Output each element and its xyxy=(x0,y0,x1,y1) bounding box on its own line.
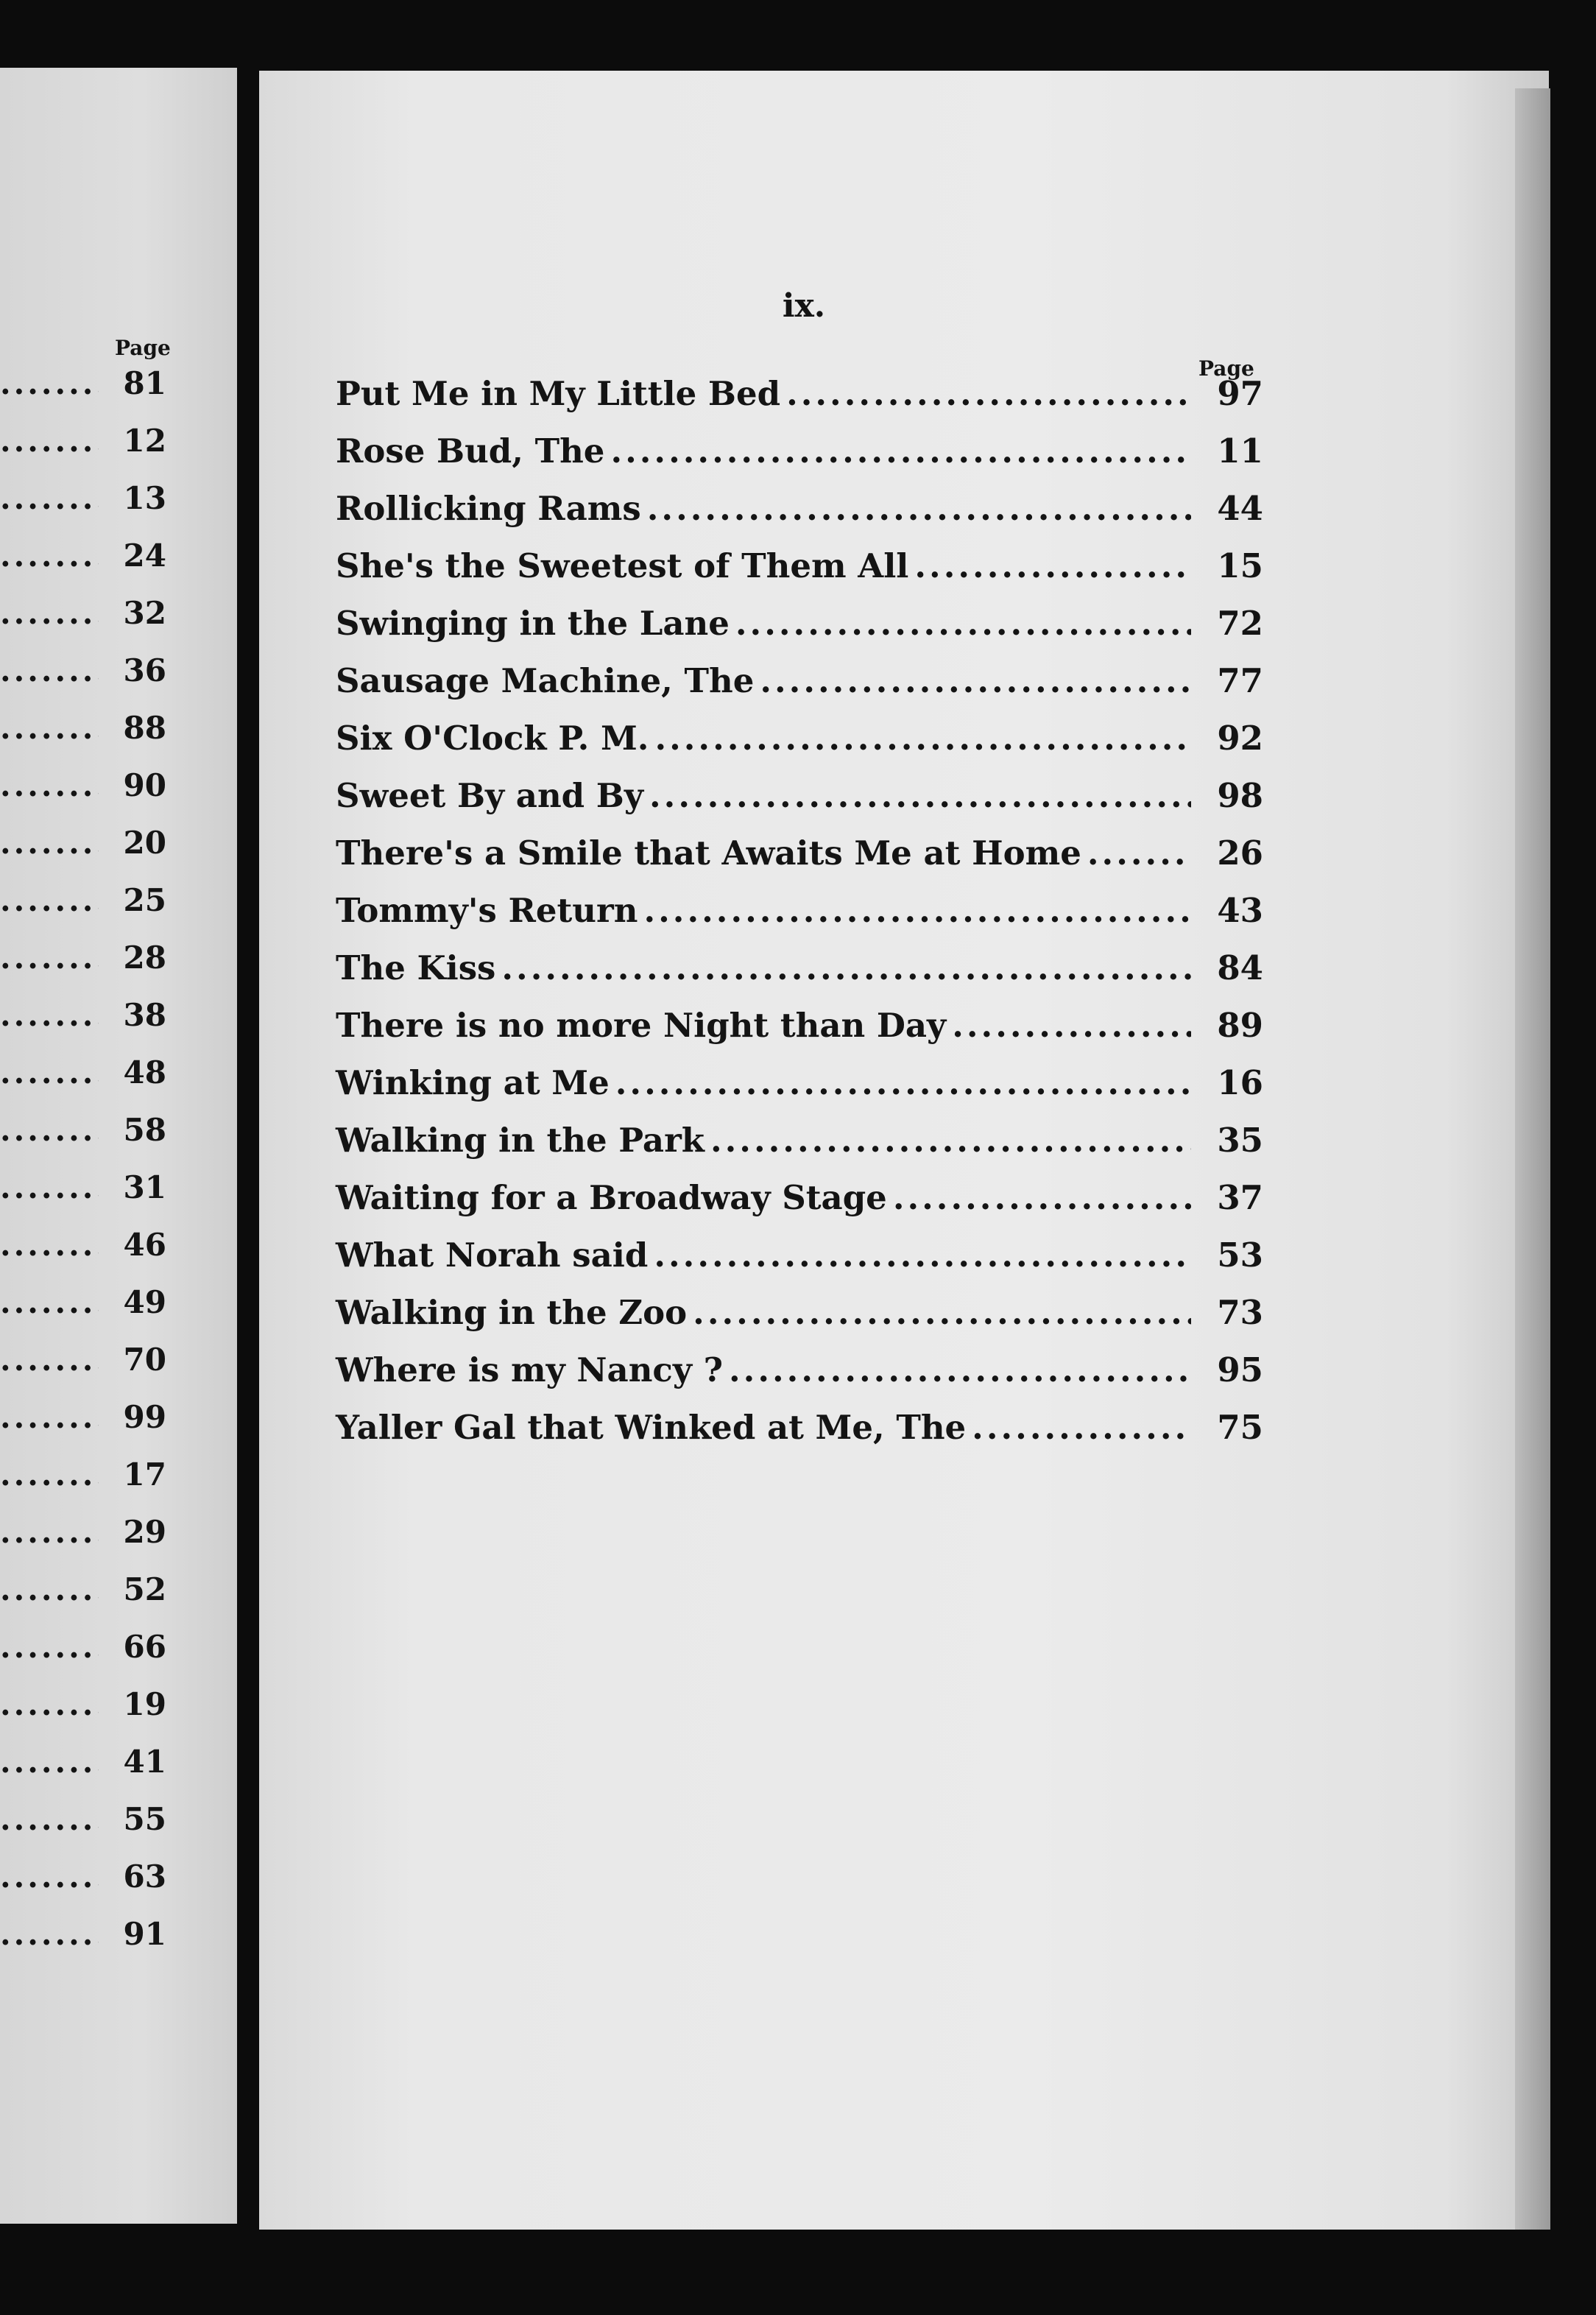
entry-page: 53 xyxy=(1217,1236,1263,1275)
dot-leader xyxy=(0,1054,99,1090)
facing-entry xyxy=(0,365,166,423)
dot-leader xyxy=(0,1686,99,1722)
facing-entry-page: 13 xyxy=(123,480,166,516)
index-entry xyxy=(336,1121,1263,1178)
dot-leader xyxy=(0,1342,99,1378)
index-entry xyxy=(336,1236,1263,1293)
facing-entry-page: 58 xyxy=(123,1112,166,1148)
entry-title: Sweet By and By xyxy=(336,776,643,815)
facing-entry-page: 52 xyxy=(123,1571,166,1607)
dot-leader xyxy=(615,1063,1191,1102)
dot-leader xyxy=(0,1456,99,1493)
facing-entry xyxy=(0,882,166,940)
index-entry xyxy=(336,834,1263,891)
facing-entry xyxy=(0,595,166,652)
facing-entry xyxy=(0,1054,166,1112)
entry-title: The Kiss xyxy=(336,948,496,987)
index-entry xyxy=(336,948,1263,1006)
entry-title: Rollicking Rams xyxy=(336,489,641,528)
dot-leader xyxy=(649,776,1191,815)
facing-entry-page: 20 xyxy=(123,825,166,861)
dot-leader xyxy=(0,882,99,918)
facing-entry-page: 29 xyxy=(123,1514,166,1550)
dot-leader xyxy=(0,1801,99,1837)
entry-title: There is no more Night than Day xyxy=(336,1006,947,1045)
entry-page: 95 xyxy=(1217,1350,1263,1389)
dot-leader xyxy=(0,710,99,746)
dot-leader xyxy=(501,948,1191,987)
facing-entry-page: 55 xyxy=(123,1801,166,1837)
dot-leader xyxy=(0,1399,99,1435)
entry-title: Walking in the Park xyxy=(336,1121,705,1160)
facing-entry-page: 70 xyxy=(123,1342,166,1378)
dot-leader xyxy=(0,1916,99,1952)
dot-leader xyxy=(786,374,1191,413)
facing-entry xyxy=(0,1456,166,1514)
entry-page: 15 xyxy=(1217,546,1263,585)
facing-entry xyxy=(0,480,166,538)
entry-page: 37 xyxy=(1217,1178,1263,1217)
facing-entry xyxy=(0,1686,166,1744)
dot-leader xyxy=(952,1006,1191,1045)
facing-entry xyxy=(0,1629,166,1686)
dot-leader xyxy=(654,1236,1191,1275)
facing-entry-page: 28 xyxy=(123,940,166,976)
entry-page: 84 xyxy=(1217,948,1263,987)
facing-entry xyxy=(0,1112,166,1169)
index-entry xyxy=(336,1350,1263,1408)
index-entry xyxy=(336,1408,1263,1465)
dot-leader xyxy=(643,891,1191,930)
facing-entry-page: 90 xyxy=(123,767,166,803)
entry-title: There's a Smile that Awaits Me at Home xyxy=(336,834,1081,873)
facing-entry xyxy=(0,538,166,595)
entry-page: 44 xyxy=(1217,489,1263,528)
facing-entry xyxy=(0,825,166,882)
page-number: ix. xyxy=(782,287,826,325)
dot-leader xyxy=(914,546,1191,585)
facing-entry xyxy=(0,1169,166,1227)
facing-entry-page: 31 xyxy=(123,1169,166,1205)
facing-entry-page: 38 xyxy=(123,997,166,1033)
facing-entry-page: 19 xyxy=(123,1686,166,1722)
entry-title: Tommy's Return xyxy=(336,891,638,930)
entry-title: Swinging in the Lane xyxy=(336,604,730,643)
facing-entry xyxy=(0,997,166,1054)
facing-entry xyxy=(0,1916,166,1973)
dot-leader xyxy=(735,604,1191,643)
index-entry xyxy=(336,489,1263,546)
entry-page: 43 xyxy=(1217,891,1263,930)
facing-entry-page: 17 xyxy=(123,1456,166,1493)
index-entry xyxy=(336,604,1263,661)
facing-entry-page: 46 xyxy=(123,1227,166,1263)
facing-entry-page: 12 xyxy=(123,423,166,459)
dot-leader xyxy=(0,997,99,1033)
entry-title: Six O'Clock P. M. xyxy=(336,719,649,758)
facing-entry-page: 49 xyxy=(123,1284,166,1320)
facing-page-numbers xyxy=(0,365,166,1973)
facing-entry-page: 91 xyxy=(123,1916,166,1952)
facing-entry-page: 66 xyxy=(123,1629,166,1665)
facing-entry xyxy=(0,423,166,480)
facing-entry-page: 81 xyxy=(123,365,166,401)
entry-page: 72 xyxy=(1217,604,1263,643)
facing-entry xyxy=(0,1284,166,1342)
dot-leader xyxy=(1087,834,1191,873)
entry-title: Walking in the Zoo xyxy=(336,1293,688,1332)
facing-entry-page: 41 xyxy=(123,1744,166,1780)
entry-title: Sausage Machine, The xyxy=(336,661,755,700)
facing-entry xyxy=(0,1801,166,1858)
dot-leader xyxy=(0,1227,99,1263)
index-entry xyxy=(336,661,1263,719)
dot-leader xyxy=(0,1629,99,1665)
facing-entry-page: 88 xyxy=(123,710,166,746)
dot-leader xyxy=(0,365,99,401)
entry-title: She's the Sweetest of Them All xyxy=(336,546,909,585)
dot-leader xyxy=(0,1284,99,1320)
dot-leader xyxy=(893,1178,1191,1217)
entry-title: Yaller Gal that Winked at Me, The xyxy=(336,1408,967,1447)
dot-leader xyxy=(0,652,99,688)
dot-leader xyxy=(729,1350,1191,1389)
facing-entry xyxy=(0,1514,166,1571)
facing-entry-page: 32 xyxy=(123,595,166,631)
dot-leader xyxy=(0,423,99,459)
facing-entry-page: 24 xyxy=(123,538,166,574)
index-entry xyxy=(336,719,1263,776)
dot-leader xyxy=(610,431,1191,471)
facing-entry xyxy=(0,1744,166,1801)
facing-entry-page: 36 xyxy=(123,652,166,688)
dot-leader xyxy=(710,1121,1191,1160)
index-list xyxy=(336,374,1263,1465)
facing-entry xyxy=(0,1399,166,1456)
entry-page: 73 xyxy=(1217,1293,1263,1332)
index-entry xyxy=(336,1006,1263,1063)
entry-page: 92 xyxy=(1217,719,1263,758)
entry-page: 97 xyxy=(1217,374,1263,413)
index-entry xyxy=(336,374,1263,431)
dot-leader xyxy=(972,1408,1191,1447)
index-entry xyxy=(336,1063,1263,1121)
index-entry xyxy=(336,546,1263,604)
entry-title: Where is my Nancy ? xyxy=(336,1350,724,1389)
entry-title: Winking at Me xyxy=(336,1063,610,1102)
facing-entry xyxy=(0,1571,166,1629)
entry-title: Waiting for a Broadway Stage xyxy=(336,1178,887,1217)
entry-page: 89 xyxy=(1217,1006,1263,1045)
page-column-header: Page xyxy=(1198,356,1254,381)
entry-page: 26 xyxy=(1217,834,1263,873)
facing-entry xyxy=(0,940,166,997)
facing-entry xyxy=(0,1342,166,1399)
dot-leader xyxy=(0,1744,99,1780)
dot-leader xyxy=(0,1858,99,1895)
entry-page: 98 xyxy=(1217,776,1263,815)
index-entry xyxy=(336,776,1263,834)
dot-leader xyxy=(0,1112,99,1148)
facing-entry xyxy=(0,767,166,825)
dot-leader xyxy=(0,767,99,803)
dot-leader xyxy=(654,719,1191,758)
facing-entry-page: 48 xyxy=(123,1054,166,1090)
dot-leader xyxy=(0,595,99,631)
entry-page: 75 xyxy=(1217,1408,1263,1447)
entry-title: Rose Bud, The xyxy=(336,431,605,471)
dot-leader xyxy=(0,480,99,516)
dot-leader xyxy=(647,489,1191,528)
dot-leader xyxy=(0,825,99,861)
entry-page: 77 xyxy=(1217,661,1263,700)
facing-entry xyxy=(0,1858,166,1916)
facing-entry xyxy=(0,710,166,767)
dot-leader xyxy=(0,1169,99,1205)
entry-page: 35 xyxy=(1217,1121,1263,1160)
facing-entry-page: 99 xyxy=(123,1399,166,1435)
dot-leader xyxy=(760,661,1191,700)
index-entry xyxy=(336,431,1263,489)
dot-leader xyxy=(0,538,99,574)
dot-leader xyxy=(693,1293,1191,1332)
entry-title: What Norah said xyxy=(336,1236,649,1275)
facing-entry xyxy=(0,652,166,710)
facing-entry-page: 63 xyxy=(123,1858,166,1895)
index-entry xyxy=(336,1293,1263,1350)
facing-entry-page: 25 xyxy=(123,882,166,918)
facing-entry xyxy=(0,1227,166,1284)
dot-leader xyxy=(0,940,99,976)
page-edge xyxy=(1515,88,1550,2230)
dot-leader xyxy=(0,1571,99,1607)
dot-leader xyxy=(0,1514,99,1550)
entry-page: 11 xyxy=(1217,431,1263,471)
facing-page-header: Page xyxy=(115,336,171,360)
index-entry xyxy=(336,1178,1263,1236)
index-entry xyxy=(336,891,1263,948)
entry-page: 16 xyxy=(1217,1063,1263,1102)
entry-title: Put Me in My Little Bed xyxy=(336,374,781,413)
